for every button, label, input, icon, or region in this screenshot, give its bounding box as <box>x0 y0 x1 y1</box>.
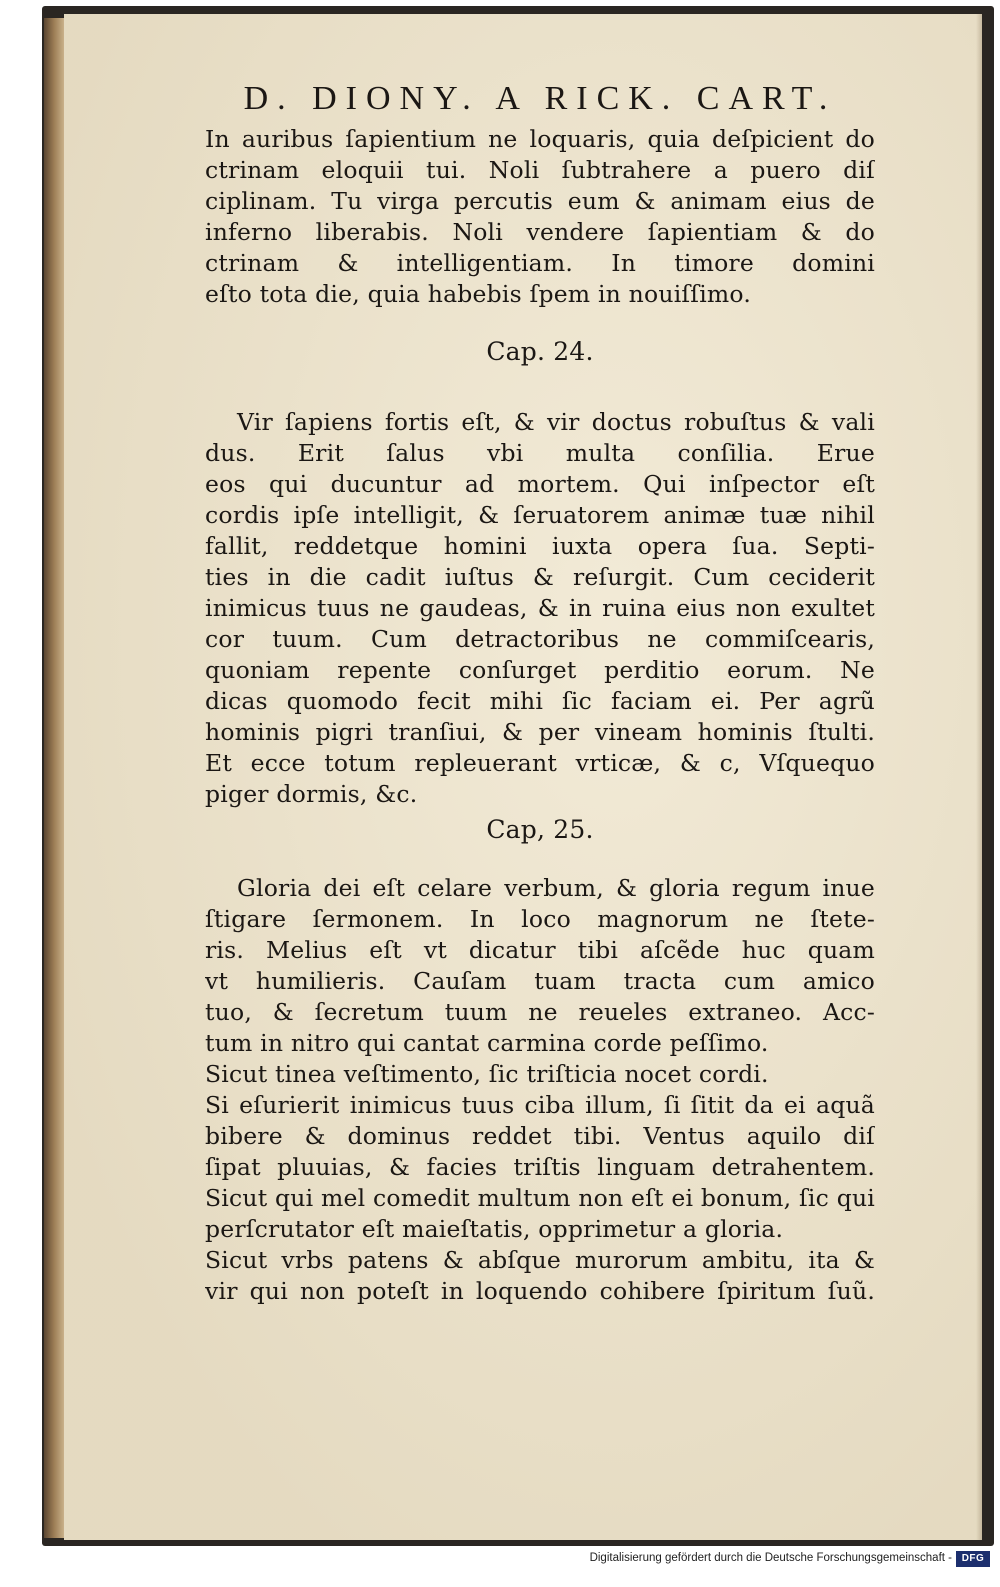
text-line: inimicus tuus ne gaudeas, & in ruina eius non exultet <box>205 594 875 622</box>
text-line: vir qui non poteſt in loquendo cohibere ſpiritum ſuũ. <box>205 1277 875 1305</box>
page-edge-shading <box>976 14 982 1540</box>
running-head: D. DIONY. A RICK. CART. <box>243 80 837 117</box>
text-line: ſtigare ſermonem. In loco magnorum ne ſtete- <box>205 905 875 933</box>
text-line: Et ecce totum repleuerant vrticæ, & c, Vſquequo <box>205 749 875 777</box>
text-line: vt humilieris. Cauſam tuam tracta cum amico <box>205 967 875 995</box>
page-text-block <box>205 80 875 1307</box>
text-line: ſipat pluuias, & facies triſtis linguam detrahentem. <box>205 1153 875 1181</box>
chapter-25-paragraph <box>205 873 875 1307</box>
text-line: perſcrutator eſt maieſtatis, opprimetur a gloria. <box>205 1215 784 1243</box>
text-line: In auribus ſapientium ne loquaris, quia deſpicient do <box>205 125 875 153</box>
text-line: dus. Erit ſalus vbi multa conſilia. Erue <box>205 439 875 467</box>
text-line: Vir ſapiens fortis eſt, & vir doctus robuſtus & vali <box>237 408 875 436</box>
text-line: Sicut vrbs patens & abſque murorum ambitu, ita & <box>205 1246 875 1274</box>
text-line: Si eſurierit inimicus tuus ciba illum, ſi ſitit da ei aquã <box>205 1091 875 1119</box>
text-line: ctrinam eloquii tui. Noli ſubtrahere a puero diſ <box>205 156 875 184</box>
text-line: eos qui ducuntur ad mortem. Qui inſpector eſt <box>205 470 875 498</box>
text-line: hominis pigri tranſiui, & per vineam hominis ſtulti. <box>205 718 875 746</box>
text-line: tum in nitro qui cantat carmina corde peſſimo. <box>205 1029 769 1057</box>
text-line: Sicut qui mel comedit multum non eſt ei bonum, ſic qui <box>205 1184 875 1212</box>
text-line: cor tuum. Cum detractoribus ne commiſcearis, <box>205 625 875 653</box>
intro-paragraph <box>205 124 875 310</box>
text-line: tuo, & ſecretum tuum ne reueles extraneo. Acc- <box>205 998 875 1026</box>
text-line: ciplinam. Tu virga percutis eum & animam eius de <box>205 187 875 215</box>
text-line: piger dormis, &c. <box>205 780 418 808</box>
text-line: bibere & dominus reddet tibi. Ventus aquilo diſ <box>205 1122 875 1150</box>
text-line: ris. Melius eſt vt dicatur tibi aſcẽde huc quam <box>205 936 875 964</box>
text-line: eſto tota die, quia habebis ſpem in nouiſſimo. <box>205 280 752 308</box>
text-line: ties in die cadit iuſtus & reſurgit. Cum ceciderit <box>205 563 875 591</box>
chapter-24-heading: Cap. 24. <box>486 337 594 366</box>
text-line: dicas quomodo fecit mihi ſic faciam ei. Per agrũ <box>205 687 875 715</box>
text-line: Sicut tinea veſtimento, ſic triſticia nocet cordi. <box>205 1060 769 1088</box>
text-line: cordis ipſe intelligit, & ſeruatorem animæ tuæ nihil <box>205 501 875 529</box>
book-spine-edge <box>44 18 64 1538</box>
text-line: fallit, reddetque homini iuxta opera ſua. Septi- <box>205 532 875 560</box>
text-line: quoniam repente conſurget perditio eorum. Ne <box>205 656 875 684</box>
text-line: inferno liberabis. Noli vendere ſapientiam & do <box>205 218 875 246</box>
funding-credit: Digitalisierung gefördert durch die Deutsche Forschungsgemeinschaft - <box>589 1552 952 1564</box>
text-line: ctrinam & intelligentiam. In timore domini <box>205 249 875 277</box>
text-line: Gloria dei eſt celare verbum, & gloria regum inue <box>237 874 875 902</box>
dfg-logo-icon[interactable]: DFG <box>956 1551 990 1567</box>
chapter-25-heading: Cap, 25. <box>486 815 594 844</box>
chapter-24-paragraph <box>205 407 875 810</box>
